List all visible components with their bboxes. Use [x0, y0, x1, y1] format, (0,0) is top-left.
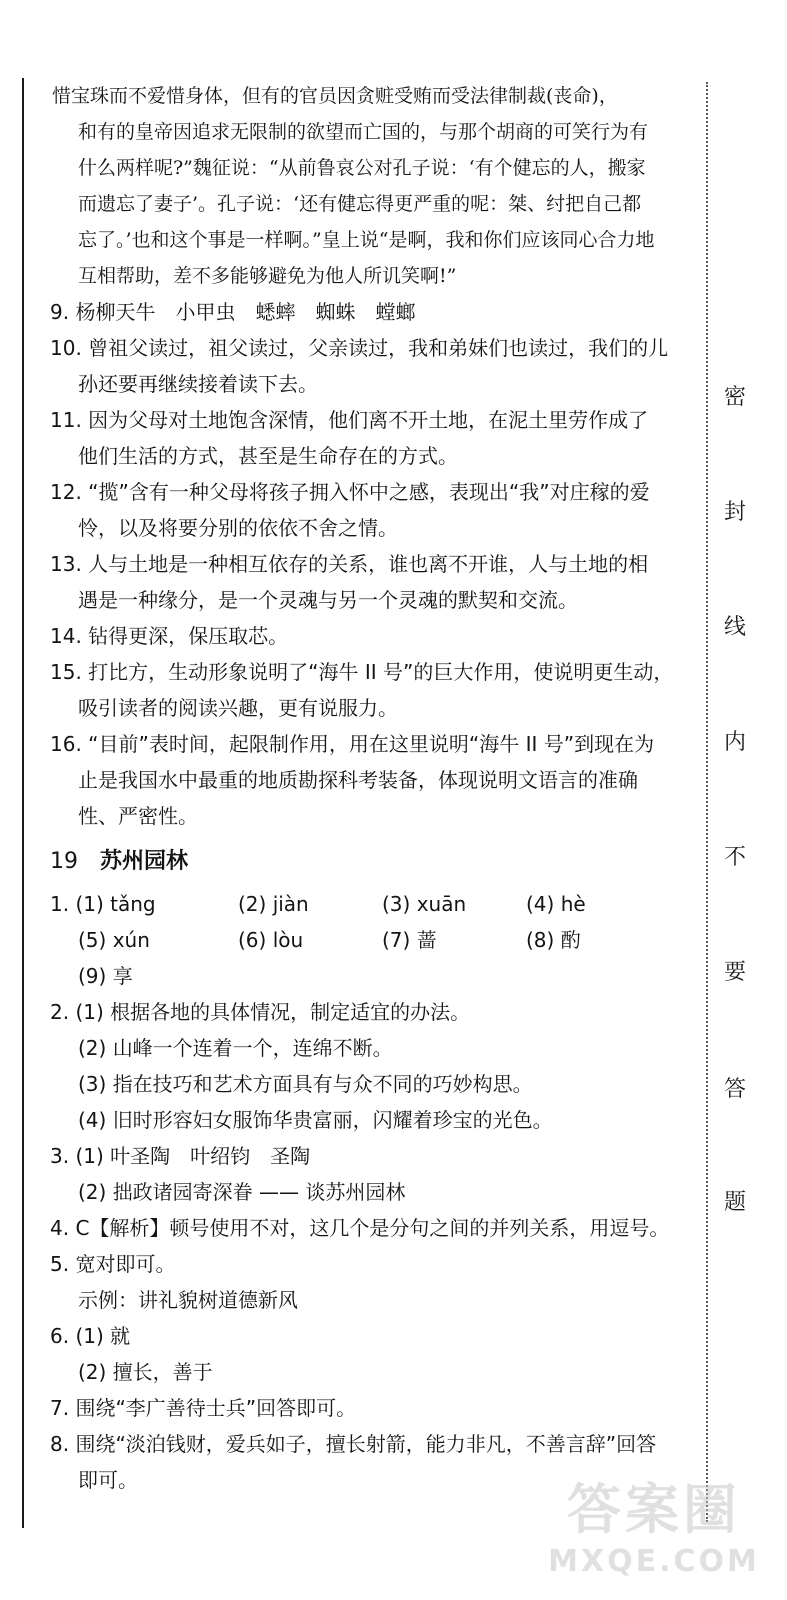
- answer-subline: (2) 擅长，善于: [78, 1360, 213, 1384]
- answer-line: 5. 宽对即可。: [50, 1252, 176, 1276]
- section-heading: [50, 842, 700, 882]
- pinyin-cell: (2) jiàn: [238, 892, 309, 916]
- answer-page-content: [50, 78, 700, 1498]
- seal-char: 密: [723, 385, 746, 410]
- pinyin-row-3: [50, 958, 700, 994]
- answer-line: 10. 曾祖父读过，祖父读过，父亲读过，我和弟妹们也读过，我们的儿: [50, 336, 669, 360]
- pinyin-cell: (6) lòu: [238, 928, 304, 952]
- pinyin-cell: (8) 酌: [526, 928, 581, 952]
- section-title: 苏州园林: [100, 849, 189, 874]
- pinyin-cell: (9) 享: [78, 964, 133, 988]
- handwritten-line: 而遗忘了妻子’。孔子说：‘还有健忘得更严重的呢：桀、纣把自己都: [78, 193, 642, 215]
- answer-line: 9. 杨柳天牛 小甲虫 蟋蟀 蜘蛛 螳螂: [50, 300, 416, 324]
- pinyin-row-1: [50, 886, 700, 922]
- answer-line: 7. 围绕“李广善待士兵”回答即可。: [50, 1396, 357, 1420]
- handwritten-line: 惜宝珠而不爱惜身体，但有的官员因贪赃受贿而受法律制裁(丧命)，: [52, 85, 618, 107]
- pinyin-cell: 1. (1) tǎng: [50, 892, 156, 916]
- answer-line: 13. 人与土地是一种相互依存的关系，谁也离不开谁，人与土地的相: [50, 552, 649, 576]
- handwritten-block: [50, 78, 700, 294]
- answer-line: 性、严密性。: [78, 804, 198, 828]
- answer-line: 8. 围绕“淡泊钱财，爱兵如子，擅长射箭，能力非凡，不善言辞”回答: [50, 1432, 657, 1456]
- answer-subline: (3) 指在技巧和艺术方面具有与众不同的巧妙构思。: [78, 1072, 533, 1096]
- answer-line: 4. C【解析】顿号使用不对，这几个是分句之间的并列关系，用逗号。: [50, 1216, 670, 1240]
- answer-subline: (2) 拙政诸园寄深眷 —— 谈苏州园林: [78, 1180, 406, 1204]
- seal-dotted-line: [706, 82, 708, 1522]
- pinyin-cell: (3) xuān: [382, 892, 467, 916]
- pinyin-cell: (4) hè: [526, 892, 586, 916]
- seal-char: 要: [723, 960, 746, 985]
- answer-line: 遇是一种缘分，是一个灵魂与另一个灵魂的默契和交流。: [78, 588, 578, 612]
- answer-subline: (2) 山峰一个连着一个，连绵不断。: [78, 1036, 393, 1060]
- answer-subline: (4) 旧时形容妇女服饰华贵富丽，闪耀着珍宝的光色。: [78, 1108, 553, 1132]
- answer-line: 6. (1) 就: [50, 1324, 131, 1348]
- answer-line: 2. (1) 根据各地的具体情况，制定适宜的办法。: [50, 1000, 471, 1024]
- answer-line: 3. (1) 叶圣陶 叶绍钧 圣陶: [50, 1144, 311, 1168]
- watermark-logo: [529, 1478, 779, 1598]
- answer-line: 孙还要再继续接着读下去。: [78, 372, 318, 396]
- pinyin-cell: (5) xún: [78, 928, 150, 952]
- seal-char: 内: [723, 730, 746, 755]
- answers-list-a: [50, 294, 700, 834]
- handwritten-line: 互相帮助，差不多能够避免为他人所讥笑啊!”: [78, 265, 457, 287]
- seal-char: 答: [723, 1077, 746, 1102]
- pinyin-cell: (7) 蔷: [382, 928, 437, 952]
- answers-list-b: [50, 994, 700, 1498]
- watermark-cn: 答案圈: [567, 1478, 741, 1541]
- seal-char: 线: [723, 615, 746, 640]
- answer-line: 15. 打比方，生动形象说明了“海牛 II 号”的巨大作用，使说明更生动，: [50, 660, 674, 684]
- answer-line: 吸引读者的阅读兴趣，更有说服力。: [78, 696, 398, 720]
- answer-line: 止是我国水中最重的地质勘探科考装备，体现说明文语言的准确: [78, 768, 638, 792]
- watermark-en: MXQE.COM: [548, 1544, 760, 1579]
- answer-line: 怜，以及将要分别的依依不舍之情。: [78, 516, 398, 540]
- answer-subline: 即可。: [78, 1468, 138, 1492]
- pinyin-row-2: [50, 922, 700, 958]
- left-margin-rule: [22, 78, 24, 1528]
- answer-line: 他们生活的方式，甚至是生命存在的方式。: [78, 444, 458, 468]
- section-number: 19: [50, 849, 78, 874]
- answer-line: 12. “揽”含有一种父母将孩子拥入怀中之感，表现出“我”对庄稼的爱: [50, 480, 650, 504]
- handwritten-line: 什么两样呢?”魏征说：“从前鲁哀公对孔子说：‘有个健忘的人，搬家: [78, 157, 646, 179]
- answer-line: 14. 钻得更深，保压取芯。: [50, 624, 289, 648]
- seal-char: 封: [723, 500, 746, 525]
- handwritten-line: 和有的皇帝因追求无限制的欲望而亡国的，与那个胡商的可笑行为有: [78, 121, 649, 143]
- answer-line: 11. 因为父母对土地饱含深情，他们离不开土地，在泥土里劳作成了: [50, 408, 649, 432]
- seal-char: 不: [723, 845, 746, 870]
- seal-char: 题: [723, 1190, 746, 1215]
- answer-subline: 示例：讲礼貌树道德新风: [78, 1288, 298, 1312]
- answer-line: 16. “目前”表时间，起限制作用，用在这里说明“海牛 II 号”到现在为: [50, 732, 655, 756]
- handwritten-line: 忘了。’也和这个事是一样啊。”皇上说“是啊，我和你们应该同心合力地: [78, 229, 655, 251]
